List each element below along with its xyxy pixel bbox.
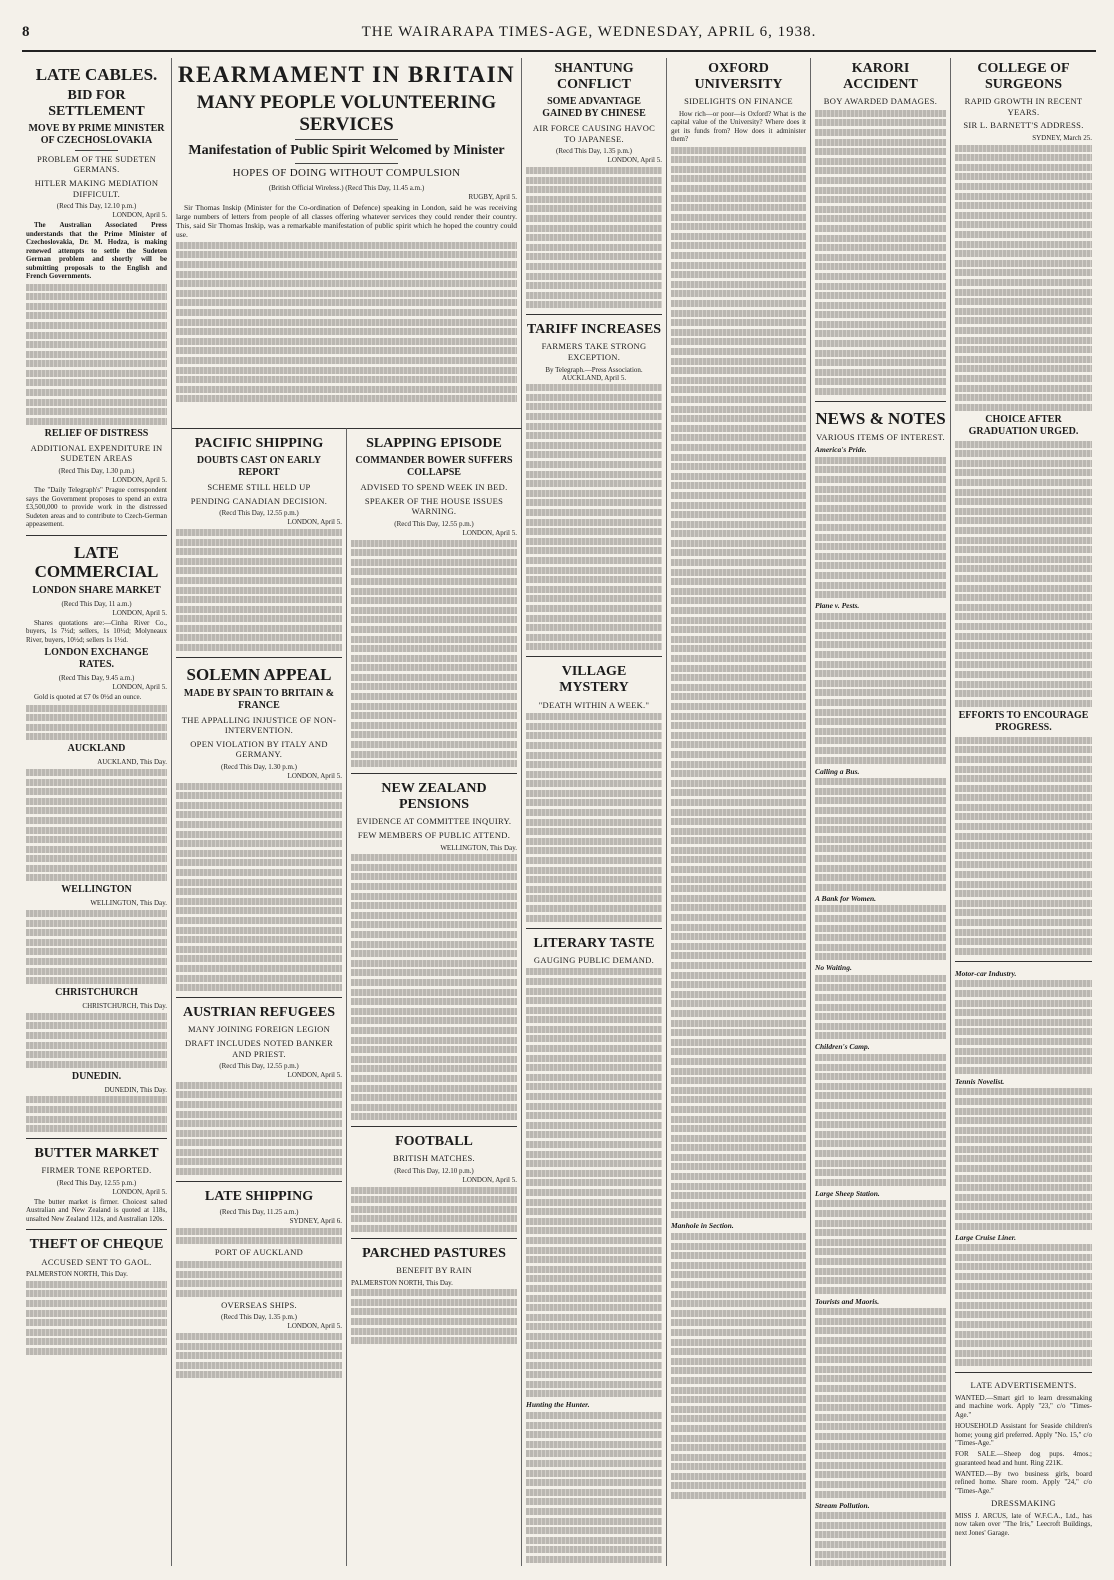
village-section: [526, 656, 662, 921]
commercial-heading: LATE COMMERCIAL: [34, 542, 159, 582]
parched-section: [351, 1238, 517, 1344]
pacific-subheading: DOUBTS CAST ON EARLY REPORT: [196, 455, 322, 479]
christchurch-place: CHRISTCHURCH, This Day.: [82, 1002, 167, 1011]
surgeons-subheading-2: SIR L. BARNETT'S ADDRESS.: [963, 120, 1084, 131]
lex-dateline: (Recd This Day, 9.45 a.m.): [58, 674, 135, 683]
relief-place: LONDON, April 5.: [112, 476, 167, 485]
solemn-section: [176, 657, 342, 991]
pacific-subheading-2: SCHEME STILL HELD UP: [207, 482, 311, 493]
football-place: LONDON, April 5.: [462, 1176, 517, 1184]
shantung-heading: SHANTUNG CONFLICT: [554, 61, 634, 93]
column-1: [22, 58, 172, 1566]
motorcar-section: [955, 961, 1092, 1367]
shantung-dateline: (Recd This Day, 1.35 p.m.): [555, 147, 632, 156]
column-7: [951, 58, 1096, 1566]
rearmament-subheading-2: Manifestation of Public Spirit Welcomed by Minister: [188, 143, 505, 159]
news-item-heading: Tourists and Maoris.: [815, 1296, 880, 1306]
solemn-dateline: (Recd This Day, 1.30 p.m.): [220, 763, 297, 772]
butter-place: LONDON, April 5.: [112, 1187, 167, 1196]
rearmament-dateline: (British Official Wireless.) (Recd This Day, 11.45 a.m.): [268, 183, 425, 192]
column-4: [522, 58, 667, 1566]
ads-heading: LATE ADVERTISEMENTS.: [970, 1380, 1077, 1391]
late-shipping-place: SYDNEY, April 6.: [289, 1217, 342, 1226]
relief-subheading: ADDITIONAL EXPENDITURE IN SUDETEN AREAS: [30, 442, 163, 464]
relief-heading: RELIEF OF DISTRESS: [44, 427, 149, 439]
lsm-lead: Shares quotations are:—Cinha River Co., buyers, 1s 7½d; sellers, 1s 10½d; Molyneaux River, buyers, 10½d; sellers 1s 1½d.: [26, 618, 167, 644]
village-subheading: "DEATH WITHIN A WEEK.": [538, 699, 650, 710]
news-item-heading: Calling a Bus.: [815, 766, 860, 776]
tennis-heading: Tennis Novelist.: [955, 1076, 1005, 1086]
overseas-place: LONDON, April 5.: [287, 1322, 342, 1331]
manhole-heading: Manhole in Section.: [671, 1221, 734, 1231]
solemn-subheading-2: THE APPALLING INJUSTICE OF NON-INTERVENTION.: [181, 714, 337, 736]
butter-dateline: (Recd This Day, 12.55 p.m.): [56, 1178, 137, 1187]
austrian-subheading: MANY JOINING FOREIGN LEGION: [187, 1024, 331, 1035]
literary-subheading: GAUGING PUBLIC DEMAND.: [533, 954, 655, 965]
shantung-subheading: SOME ADVANTAGE GAINED BY CHINESE: [542, 96, 646, 120]
lex-heading: LONDON EXCHANGE RATES.: [44, 647, 149, 671]
solemn-heading: SOLEMN APPEAL: [186, 665, 332, 685]
tariff-subheading: FARMERS TAKE STRONG EXCEPTION.: [541, 341, 647, 363]
austrian-heading: AUSTRIAN REFUGEES: [182, 1005, 336, 1021]
surgeons-subheading: RAPID GROWTH IN RECENT YEARS.: [964, 96, 1083, 117]
hunting-heading: Hunting the Hunter.: [526, 1400, 590, 1410]
tariff-heading: TARIFF INCREASES: [526, 322, 662, 338]
news-item-heading: Stream Pollution.: [815, 1500, 870, 1510]
theft-subheading: ACCUSED SENT TO GAOL.: [41, 1256, 152, 1267]
theft-heading: THEFT OF CHEQUE: [29, 1237, 164, 1253]
wellington-place: WELLINGTON, This Day.: [90, 899, 167, 908]
overseas-dateline: (Recd This Day, 1.35 p.m.): [220, 1313, 297, 1322]
dunedin-place: DUNEDIN, This Day.: [104, 1085, 167, 1094]
masthead: [22, 14, 1096, 52]
newspaper-page: [22, 14, 1096, 1566]
news-item-heading: A Bank for Women.: [815, 893, 876, 903]
column-2a: [172, 428, 347, 1566]
pacific-heading: PACIFIC SHIPPING: [194, 436, 324, 451]
pacific-place: LONDON, April 5.: [287, 518, 342, 527]
karori-subheading: BOY AWARDED DAMAGES.: [823, 96, 938, 107]
wellington-heading: WELLINGTON: [61, 884, 132, 896]
bid-subheading-2: PROBLEM OF THE SUDETEN GERMANS.: [36, 153, 157, 175]
pensions-subheading-2: FEW MEMBERS OF PUBLIC ATTEND.: [357, 830, 511, 841]
bid-headline: BID FOR SETTLEMENT: [48, 87, 145, 119]
ad-item: HOUSEHOLD Assistant for Seaside children's home; young girl preferred. Apply "No. 15," c/o "Times-Age.": [955, 1422, 1092, 1447]
austrian-place: LONDON, April 5.: [287, 1071, 342, 1080]
theft-section: [26, 1229, 167, 1354]
news-section: [815, 401, 946, 1566]
bid-dateline: (Recd This Day, 12.10 p.m.): [56, 202, 137, 211]
news-item-heading: Large Sheep Station.: [815, 1188, 880, 1198]
commercial-section: [26, 535, 167, 1132]
news-heading: NEWS & NOTES: [815, 409, 946, 429]
lsm-dateline: (Recd This Day, 11 a.m.): [61, 599, 132, 608]
karori-heading: KARORI ACCIDENT: [843, 61, 918, 93]
pacific-dateline: (Recd This Day, 12.55 p.m.): [219, 509, 299, 518]
page-number: 8: [22, 24, 30, 40]
slapping-place: LONDON, April 5.: [462, 528, 517, 537]
masthead-title: THE WAIRARAPA TIMES-AGE, WEDNESDAY, APRIL 6, 1938.: [361, 24, 817, 40]
christchurch-heading: CHRISTCHURCH: [55, 987, 138, 999]
ad-item: WANTED.—Smart girl to learn dressmaking and machine work. Apply "23," c/o "Times-Age.": [955, 1393, 1092, 1419]
auckland-heading: AUCKLAND: [67, 743, 126, 755]
choice-heading: CHOICE AFTER GRADUATION URGED.: [968, 413, 1079, 437]
rearmament-subheading-1: MANY PEOPLE VOLUNTEERING SERVICES: [196, 92, 497, 136]
tariff-place: By Telegraph.—Press Association. AUCKLAND, April 5.: [545, 365, 643, 382]
news-item-heading: America's Pride.: [815, 445, 867, 455]
late-shipping-section: [176, 1181, 342, 1378]
austrian-dateline: (Recd This Day, 12.55 p.m.): [219, 1062, 299, 1071]
ad-item: FOR SALE.—Sheep dog pups. 4mos.; guaranteed head and hunt. Ring 221K.: [955, 1450, 1092, 1467]
football-heading: FOOTBALL: [395, 1134, 473, 1150]
solemn-subheading: MADE BY SPAIN TO BRITAIN & FRANCE: [183, 687, 335, 711]
bid-subheading-3: HITLER MAKING MEDIATION DIFFICULT.: [34, 177, 159, 199]
football-dateline: (Recd This Day, 12.10 p.m.): [394, 1167, 474, 1175]
news-subheading: VARIOUS ITEMS OF INTEREST.: [816, 431, 945, 442]
slapping-heading: SLAPPING EPISODE: [366, 436, 502, 451]
late-cables-section: [26, 58, 167, 529]
overseas-ships-heading: OVERSEAS SHIPS.: [221, 1299, 297, 1310]
parched-subheading: BENEFIT BY RAIN: [396, 1265, 472, 1276]
auckland-place: AUCKLAND, This Day.: [97, 758, 167, 767]
shantung-subheading-2: AIR FORCE CAUSING HAVOC TO JAPANESE.: [532, 123, 656, 144]
oxford-heading: OXFORD UNIVERSITY: [694, 61, 783, 93]
pensions-place: WELLINGTON, This Day.: [440, 843, 517, 852]
column-2b: [347, 428, 522, 1566]
pensions-heading: NEW ZEALAND PENSIONS: [381, 781, 487, 813]
oxford-lead: How rich—or poor—is Oxford? What is the capital value of the University? Where does it get its funds from? How does it administer them?: [671, 109, 806, 144]
dunedin-heading: DUNEDIN.: [71, 1070, 122, 1082]
rearmament-headline: REARMAMENT IN BRITAIN: [177, 62, 516, 87]
football-section: [351, 1126, 517, 1232]
late-shipping-dateline: (Recd This Day, 11.25 a.m.): [219, 1208, 299, 1217]
news-item-heading: Children's Camp.: [815, 1042, 870, 1052]
column-5: [667, 58, 811, 1566]
shantung-place: LONDON, April 5.: [607, 156, 662, 165]
pacific-subheading-3: PENDING CANADIAN DECISION.: [190, 495, 328, 506]
butter-lead: The butter market is firmer. Choicest salted Australian and New Zealand is quoted at 118s, unsalted New Zealand 112s, and Australian 120s.: [26, 1197, 167, 1223]
columns: [22, 58, 1096, 1566]
column-6: [811, 58, 951, 1566]
column-2-lead-story: [172, 58, 522, 428]
village-heading: VILLAGE MYSTERY: [559, 664, 629, 696]
motorcar-heading: Motor-car Industry.: [955, 968, 1017, 978]
rearmament-place: RUGBY, April 5.: [468, 192, 517, 201]
butter-section: [26, 1138, 167, 1223]
parched-place: PALMERSTON NORTH, This Day.: [351, 1278, 453, 1287]
surgeons-heading: COLLEGE OF SURGEONS: [977, 61, 1070, 93]
football-subheading: BRITISH MATCHES.: [393, 1153, 475, 1164]
late-shipping-heading: LATE SHIPPING: [204, 1189, 314, 1205]
tariff-section: [526, 314, 662, 650]
efforts-heading: EFFORTS TO ENCOURAGE PROGRESS.: [958, 709, 1089, 733]
cruise-heading: Large Cruise Liner.: [955, 1232, 1017, 1242]
literary-section: [526, 928, 662, 1563]
bid-subheading: MOVE BY PRIME MINISTER OF CZECHOSLOVAKIA: [28, 122, 165, 146]
oxford-subheading: SIDELIGHTS ON FINANCE: [684, 96, 793, 107]
relief-dateline: (Recd This Day, 1.30 p.m.): [58, 467, 135, 476]
literary-heading: LITERARY TASTE: [533, 935, 655, 951]
bid-lead: The Australian Associated Press understands that the Prime Minister of Czechoslovakia, Dr. M. Hodza, is making renewed attempts to settle the Sudeten German problem and shortly will be submitting proposals to the English and French Governments.: [26, 221, 167, 281]
pensions-section: [351, 773, 517, 1120]
surgeons-place: SYDNEY, March 25.: [1032, 134, 1092, 143]
lex-lead: Gold is quoted at £7 0s 0½d an ounce.: [34, 693, 142, 702]
parched-heading: PARCHED PASTURES: [362, 1245, 506, 1261]
lsm-heading: LONDON SHARE MARKET: [32, 584, 161, 596]
slapping-dateline: (Recd This Day, 12.55 p.m.): [394, 519, 474, 528]
bid-place: LONDON, April 5.: [112, 211, 167, 220]
late-cables-heading: LATE CABLES.: [35, 65, 158, 84]
austrian-section: [176, 997, 342, 1175]
theft-place: PALMERSTON NORTH, This Day.: [26, 1270, 128, 1279]
slapping-subheading-2: ADVISED TO SPEND WEEK IN BED.: [360, 482, 508, 493]
news-item-heading: No Waiting.: [815, 963, 852, 973]
ad-item: MISS J. ARCUS, late of W.F.C.A., Ltd., has now taken over "The Iris," Leecroft Buildings, next Jones' Garage.: [955, 1511, 1092, 1537]
ad-dressmaking-heading: DRESSMAKING: [991, 1498, 1056, 1509]
lex-place: LONDON, April 5.: [112, 683, 167, 692]
slapping-subheading-3: SPEAKER OF THE HOUSE ISSUES WARNING.: [364, 495, 504, 517]
late-advertisements: [955, 1372, 1092, 1537]
slapping-subheading: COMMANDER BOWER SUFFERS COLLAPSE: [355, 455, 513, 479]
rearmament-subheading-3: HOPES OF DOING WITHOUT COMPULSION: [232, 166, 461, 179]
relief-lead: The "Daily Telegraph's" Prague correspondent says the Government proposes to spend an extra £3,500,000 to provide work in the distressed Sudeten areas and to contribute to Czech-German appeasement.: [26, 486, 167, 529]
solemn-place: LONDON, April 5.: [287, 772, 342, 781]
pensions-subheading: EVIDENCE AT COMMITTEE INQUIRY.: [356, 816, 512, 827]
butter-heading: BUTTER MARKET: [34, 1146, 159, 1162]
lsm-place: LONDON, April 5.: [112, 608, 167, 617]
rearmament-lead: Sir Thomas Inskip (Minister for the Co-ordination of Defence) speaking in London, said he was receiving large numbers of letters from people of all classes offering whatever services they could render their country. This, said Sir Thomas Inskip, was a remarkable manifestation of public spirit which he hoped the country could use.: [176, 202, 517, 240]
butter-subheading: FIRMER TONE REPORTED.: [41, 1165, 152, 1176]
austrian-subheading-2: DRAFT INCLUDES NOTED BANKER AND PRIEST.: [185, 1037, 333, 1059]
port-of-auckland: PORT OF AUCKLAND: [214, 1247, 304, 1258]
news-item-heading: Plane v. Pests.: [815, 601, 860, 611]
solemn-subheading-3: OPEN VIOLATION BY ITALY AND GERMANY.: [190, 738, 328, 760]
ad-item: WANTED.—By two business girls, board refined home. Share room. Apply "24," c/o "Times-Age.": [955, 1470, 1092, 1495]
